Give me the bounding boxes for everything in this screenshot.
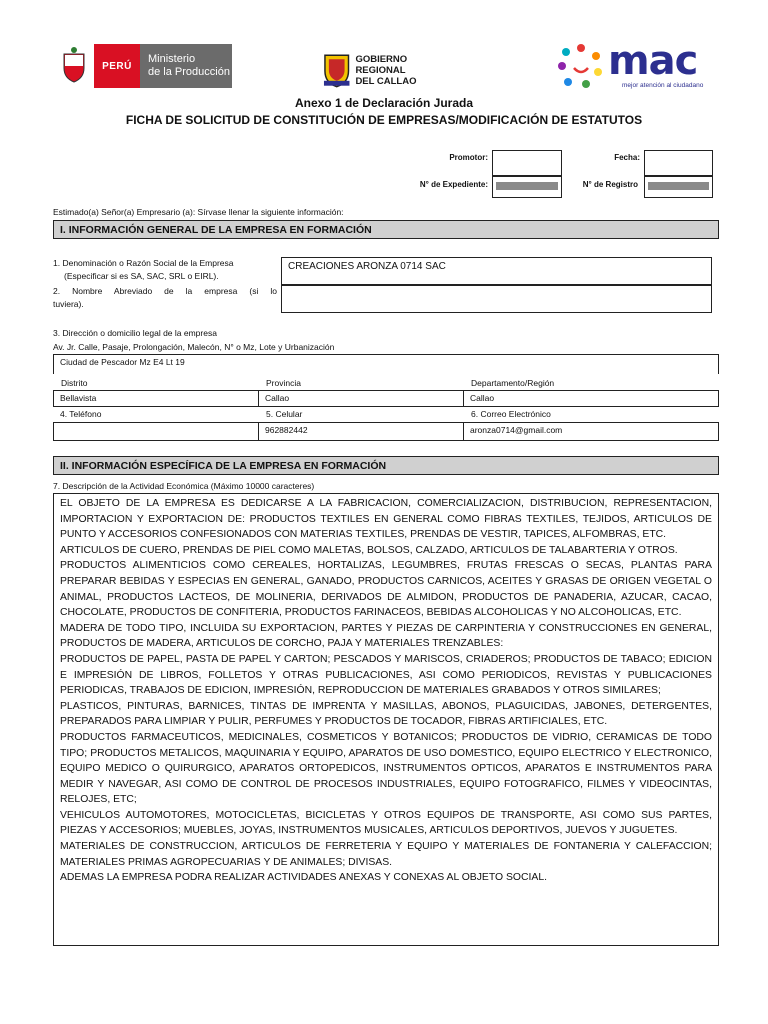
promotor-field[interactable] [492, 150, 562, 176]
promotor-label: Promotor: [449, 153, 488, 162]
correo-label: 6. Correo Electrónico [471, 409, 551, 419]
economic-activity-field[interactable] [53, 493, 719, 946]
expediente-label: N° de Expediente: [419, 180, 488, 189]
registro-redaction [648, 182, 709, 190]
ministry-name: Ministerio de la Producción [140, 44, 232, 88]
telefono-field[interactable] [53, 422, 259, 441]
form-title: FICHA DE SOLICITUD DE CONSTITUCIÓN DE EMPRESAS/MODIFICACIÓN DE ESTATUTOS [125, 113, 643, 127]
departamento-field[interactable]: Callao [463, 390, 719, 407]
peru-label: PERÚ [94, 44, 140, 88]
expediente-redaction [496, 182, 558, 190]
registro-label: N° de Registro [582, 180, 638, 189]
logo-mac [556, 38, 726, 94]
provincia-label: Provincia [266, 378, 301, 388]
annex-title: Anexo 1 de Declaración Jurada [294, 96, 474, 110]
section-2-header: II. INFORMACIÓN ESPECÍFICA DE LA EMPRESA EN FORMACIÓN [53, 456, 719, 475]
q2-label: 2. Nombre Abreviado de la empresa (si lo [53, 286, 277, 296]
section-1-header: I. INFORMACIÓN GENERAL DE LA EMPRESA EN FORMACIÓN [53, 220, 719, 239]
peru-coat-of-arms-icon [54, 44, 94, 88]
intro-text: Estimado(a) Señor(a) Empresario (a): Sírvase llenar la siguiente información: [53, 207, 344, 217]
fecha-label: Fecha: [614, 153, 640, 162]
celular-field[interactable]: 962882442 [258, 422, 464, 441]
mac-tagline: mejor atención al ciudadano [622, 82, 704, 89]
fecha-field[interactable] [644, 150, 713, 176]
company-name-field[interactable]: CREACIONES ARONZA 0714 SAC [281, 257, 712, 285]
provincia-field[interactable]: Callao [258, 390, 464, 407]
distrito-field[interactable]: Bellavista [53, 390, 259, 407]
q7-label: 7. Descripción de la Actividad Económica (Máximo 10000 caracteres) [53, 481, 315, 491]
q1-label: 1. Denominación o Razón Social de la Empresa [53, 258, 234, 268]
logo-ministerio-produccion [54, 44, 232, 88]
q2-hint: tuviera). [53, 299, 84, 309]
callao-shield-icon [322, 51, 351, 89]
distrito-label: Distrito [61, 378, 88, 388]
correo-field[interactable]: aronza0714@gmail.com [463, 422, 719, 441]
celular-label: 5. Celular [266, 409, 303, 419]
abbreviated-name-field[interactable] [281, 285, 712, 313]
economic-activity-text: EL OBJETO DE LA EMPRESA ES DEDICARSE A LA FABRICACION, COMERCIALIZACION, DISTRIBUCION, REPRESENTACION, IMPORTACION Y EXPORTACION DE: PRODUCTOS TEXTILES EN GENERAL COMO FIBRAS TEXTILES, TEJIDOS, ARTICULOS DE PUNTO Y ACCESORIOS CONFESIONADOS CON MATERIAS TEXTILES, PRENDAS DE VESTIR, TAPICES, ALFOMBRAS, ETC. ARTICULOS DE CUERO, PRENDAS DE PIEL COMO MALETAS, BOLSOS, CALZADO, ARTICULOS DE TALABARTERIA Y OTROS. PRODUCTOS ALIMENTICIOS COMO CEREALES, HORTALIZAS, LEGUMBRES, FRUTAS FRESCAS O SECAS, PLANTAS PARA PREPARAR BEBIDAS Y ESPECIAS EN GENERAL, GANADO, PRODUCTOS CARNICOS, ACEITES Y GRASAS DE ORIGEN VEGETAL O ANIMAL, PRODUCTOS LACTEOS, DE MOLINERIA, DERIVADOS DE ALMIDON, PRODUCTOS DE PANADERIA, AZUCAR, CACAO, CHOCOLATE, PRODUCTOS DE CONFITERIA, PRODUCTOS FARINACEOS, BEBIDAS ALCOHOLICAS Y NO ALCOHOLICAS, ETC. MADERA DE TODO TIPO, INCLUIDA SU EXPORTACION, PARTES Y PIEZAS DE CARPINTERIA Y CONSTRUCCIONES EN GENERAL, PRODUCTOS DE MADERA, ARTICULOS DE CORCHO, PAJA Y MATERIALES TRENZABLES: PRODUCTOS DE PAPEL, PASTA DE PAPEL Y CARTON; PESCADOS Y MARISCOS, CRIADEROS; PRODUCTOS DE TABACO; EDICION E IMPRESIÓN DE LIBROS, FOLLETOS Y OTRAS PUBLICACIONES, ASI COMO PERIODICOS, REVISTAS Y PUBLICACIONES PERIODICAS, TRABAJOS DE EDICION, IMPRESIÓN, REPRODUCCION DE MATERIALES GRABADOS Y OTROS SIMILARES; PLASTICOS, PINTURAS, BARNICES, TINTAS DE IMPRENTA Y MASILLAS, ABONOS, PLAGUICIDAS, JABONES, DETERGENTES, PREPARADOS PARA LIMPIAR Y PULIR, PERFUMES Y PRODUCTOS DE TOCADOR, FIBRAS ARTIFICIALES, ETC. PRODUCTOS FARMACEUTICOS, MEDICINALES, COSMETICOS Y BOTANICOS; PRODUCTOS DE VIDRIO, CERAMICAS DE TODO TIPO; PRODUCTOS METALICOS, MAQUINARIA Y EQUIPO, APARATOS DE USO DOMESTICO, EQUIPO ELECTRICO Y ELECTRONICO, EQUIPO MEDICO O QUIRURGICO, APARATOS ORTOPEDICOS, INSTRUMENTOS OPTICOS, APARATOS E INSTRUMENTOS PARA MEDIR Y NAVEGAR, ASI COMO DE CONTROL DE PROCESOS INDUSTRIALES, EQUIPO FOTOGRAFICO, FILMES Y VIDEOCINTAS, RELOJES, ETC; VEHICULOS AUTOMOTORES, MOTOCICLETAS, BICICLETAS Y OTROS EQUIPOS DE TRANSPORTE, ASI COMO SUS PARTES, PIEZAS Y ACCESORIOS; MUEBLES, JOYAS, INSTRUMENTOS MUSICALES, ARTICULOS DEPORTIVOS, JUEVOS Y JUGUETES. MATERIALES DE CONSTRUCCION, ARTICULOS DE FERRETERIA Y EQUIPO Y MATERIALES DE FONTANERIA Y CALEFACCION; MATERIALES PRIMAS AGROPECUARIAS Y DE ANIMALES; DIVISAS. ADEMAS LA EMPRESA PODRA REALIZAR ACTIVIDADES ANEXAS Y CONEXAS AL OBJETO SOCIAL. [60, 498, 712, 884]
telefono-label: 4. Teléfono [60, 409, 102, 419]
gobierno-regional-text: GOBIERNO REGIONAL DEL CALLAO [355, 53, 417, 87]
q3-label: 3. Dirección o domicilio legal de la empresa [53, 328, 217, 338]
q3-hint: Av. Jr. Calle, Pasaje, Prolongación, Malecón, N° o Mz, Lote y Urbanización [53, 342, 335, 352]
mac-wordmark: mac [608, 38, 698, 84]
departamento-label: Departamento/Región [471, 378, 555, 388]
q1-hint: (Especificar si es SA, SAC, SRL o EIRL). [64, 271, 219, 281]
mac-people-icon [556, 40, 606, 90]
address-field[interactable]: Ciudad de Pescador Mz E4 Lt 19 [53, 354, 719, 374]
logo-gobierno-regional-callao [322, 50, 458, 90]
